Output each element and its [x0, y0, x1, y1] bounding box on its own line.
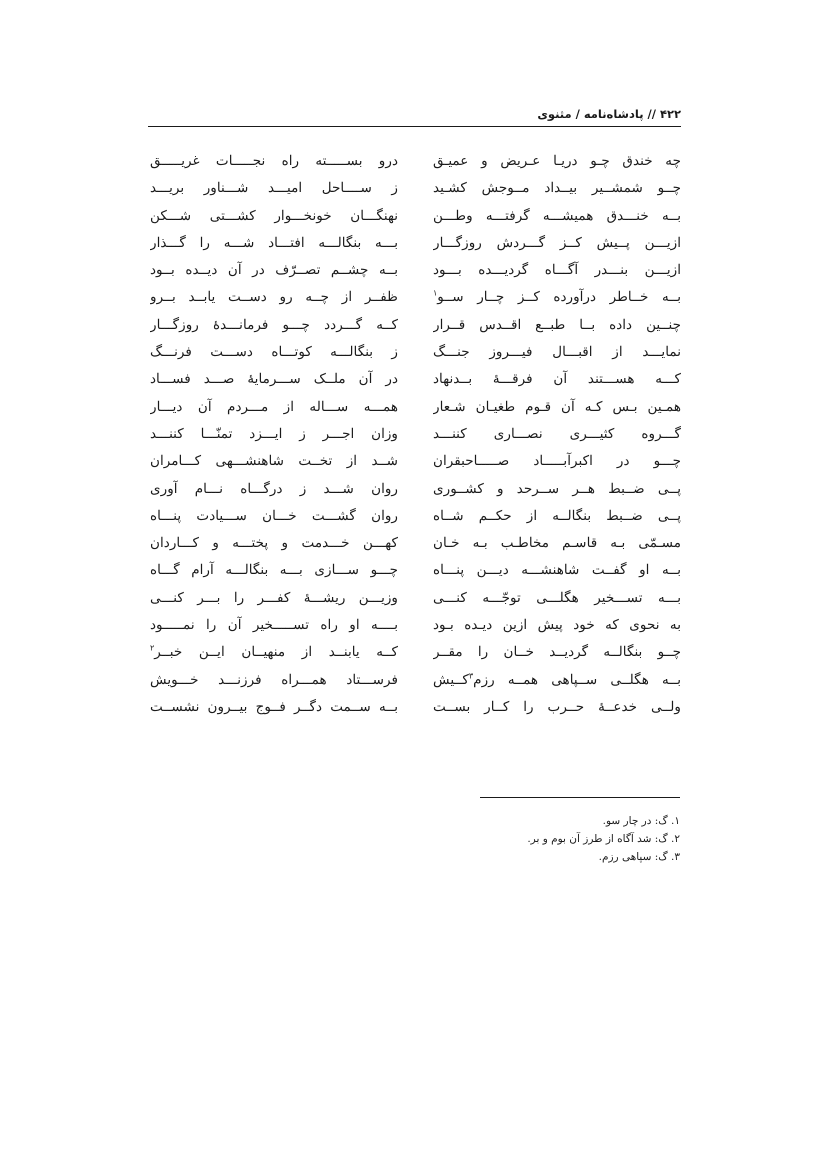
verse-line [433, 261, 681, 288]
verse-line [433, 616, 681, 643]
verse-text: پــی ضــبط هــر ســرحد و کشــوری [433, 480, 681, 497]
verse-line [433, 398, 681, 425]
header-rule [148, 126, 681, 127]
verse-text: بــه ســمت دگــر فــوج بیــرون نشســت [150, 698, 398, 715]
verse-line [150, 316, 398, 343]
verse-text: بــه خــاطر درآورده کــز چــار ســو [437, 289, 681, 306]
verse-text: بـــه بنگالـــه افتـــاد شـــه را گـــذار [150, 234, 398, 251]
verse-text: ز ســــاحل امیـــد شـــناور بریـــد [150, 180, 398, 197]
verse-text: بــــه او راه تســـــخیر آن را نمـــــود [150, 617, 398, 634]
verse-text: نمایـــد از اقبـــال فیـــروز جنـــگ [433, 344, 681, 361]
book-title: پادشاه‌نامه [583, 107, 644, 121]
verse-line [150, 234, 398, 261]
verse-line [433, 234, 681, 261]
verse-line [433, 425, 681, 452]
verse-line [150, 534, 398, 561]
left-hemistich-column [150, 152, 398, 725]
verse-text: کــه گـــردد چـــو فرمانـــدهٔ روزگـــار [150, 316, 398, 333]
verse-text: بــه چشــم تصــرّف در آن دیــده بــود [150, 262, 398, 279]
verse-text: به نحوی که خود پیش ازین دیـده بـود [433, 617, 681, 634]
verse-line [150, 616, 398, 643]
verse-line [150, 643, 398, 670]
verse-line [150, 561, 398, 588]
verse-text: گـــروه کثیـــری نصـــاری کننـــد [433, 425, 681, 442]
footnote-reference: ۱ [433, 288, 438, 298]
verse-line [433, 343, 681, 370]
footnote: ۱. گ: در چار سو. [602, 815, 680, 827]
verse-line [433, 643, 681, 670]
verse-line [150, 179, 398, 206]
verse-text: بـــه تســـخیر هگلـــی توجّـــه کنـــی [433, 589, 681, 606]
verse-line [150, 207, 398, 234]
verse-text: ازیـــن پــیش کــز گـــردش روزگـــار [433, 234, 681, 251]
verse-line [433, 698, 681, 725]
footnote: ۲. گ: شد آگاه از طرز آن بوم و بر. [527, 833, 680, 845]
verse-line [433, 288, 681, 315]
verse-line [150, 452, 398, 479]
verse-text: درو بســـــته راه نجـــــات غریـــــق [150, 153, 398, 169]
verse-text: بــه هگلــی ســپاهی همــه رزم [473, 671, 681, 688]
verse-text: کــه یابنــد از منهیــان ایــن خبــر [154, 644, 398, 661]
footnote-reference: ۲ [150, 643, 155, 653]
verse-text: شــد از تخــت شاهنشـــهی کـــامران [150, 453, 398, 470]
verse-text: چــو شمشــیر بیــداد مــوجش کشـید [433, 180, 681, 197]
verse-text: روان شـــد ز درگـــاه نـــام آوری [150, 480, 398, 497]
verse-line [150, 480, 398, 507]
verse-text: ازیـــن بنـــدر آگـــاه گردیـــده بـــود [433, 262, 681, 279]
verse-text: بــه او گفــت شاهنشـــه دیـــن پنـــاه [433, 562, 681, 579]
verse-text: ولــی خدعــهٔ حــرب را کــار بســت [433, 698, 681, 715]
header-separator: // [643, 107, 660, 121]
verse-line [433, 561, 681, 588]
section-title: مثنوی [537, 107, 572, 121]
footnote-rule [480, 797, 680, 798]
verse-line [433, 480, 681, 507]
verse-text: مسـمّی بـه قاسـم مخاطـب بـه خـان [433, 535, 681, 552]
verse-line [433, 179, 681, 206]
verse-line [433, 589, 681, 616]
verse-line [150, 343, 398, 370]
verse-line [150, 398, 398, 425]
verse-line [150, 370, 398, 397]
verse-text: چه خندق چـو دریـا عـریض و عمیـق [433, 153, 681, 169]
verse-text: روان گشـــت خـــان ســـیادت پنـــاه [150, 507, 398, 524]
verse-line [150, 589, 398, 616]
verse-text-tail: کــیش [433, 671, 469, 688]
verse-line [433, 370, 681, 397]
verse-line [433, 507, 681, 534]
verse-text: همـین بـس کـه آن قـوم طغیـان شـعار [433, 398, 681, 415]
verse-line [433, 316, 681, 343]
verse-line [433, 452, 681, 479]
verse-line [433, 152, 681, 179]
page-number: ۴۲۲ [659, 107, 681, 121]
verse-line [150, 261, 398, 288]
verse-line [150, 698, 398, 725]
footnote-reference: ۳ [468, 671, 474, 681]
verse-line [150, 671, 398, 698]
verse-line [150, 152, 398, 179]
verse-text: چـــو در اکبرآبـــــاد صـــــاحبقران [433, 453, 681, 470]
verse-line [150, 507, 398, 534]
verse-text: وزیـــن ریشـــهٔ کفـــر را بـــر کنـــی [150, 589, 398, 606]
footnotes [430, 812, 680, 866]
verse-text: کـــه هســـتند آن فرقـــهٔ بــدنهاد [433, 371, 681, 388]
header-separator: / [571, 107, 584, 121]
verse-line [433, 534, 681, 561]
running-header [148, 104, 681, 124]
footnote: ۳. گ: سپاهی رزم. [598, 851, 680, 863]
verse-text: چنــین داده بــا طبــع اقــدس قــرار [433, 316, 681, 333]
verse-text: ظفــر از چــه رو دســت یابــد بــرو [150, 289, 398, 306]
verse-text: کهـــن خـــدمت و پختـــه و کـــاردان [150, 535, 398, 552]
verse-text: پــی ضــبط بنگالــه از حکــم شــاه [433, 507, 681, 524]
right-hemistich-column [433, 152, 681, 725]
verse-text: چـــو ســـازی بـــه بنگالـــه آرام گـــاه [150, 562, 398, 579]
verse-text: نهنگـــان خونخـــوار کشـــتی شـــکن [150, 207, 398, 224]
verse-text: در آن ملــک ســـرمایهٔ صـــد فســـاد [150, 371, 398, 388]
verse-text: همـــه ســـاله از مـــردم آن دیـــار [150, 398, 398, 415]
verse-text: ز بنگالـــه کوتـــاه دســـت فرنـــگ [150, 344, 398, 361]
verse-text: بــه خنـــدق همیشـــه گرفتـــه وطـــن [433, 207, 681, 224]
verse-text: چــو بنگالــه گردیــد خــان را مقــر [433, 644, 681, 661]
verse-line [150, 425, 398, 452]
verse-text: فرســـتاد همـــراه فرزنـــد خـــویش [150, 671, 398, 688]
verse-line [433, 671, 681, 698]
verse-line [150, 288, 398, 315]
verse-text: وزان اجـــر ز ایـــزد تمنّـــا کننـــد [150, 425, 398, 442]
verse-line [433, 207, 681, 234]
